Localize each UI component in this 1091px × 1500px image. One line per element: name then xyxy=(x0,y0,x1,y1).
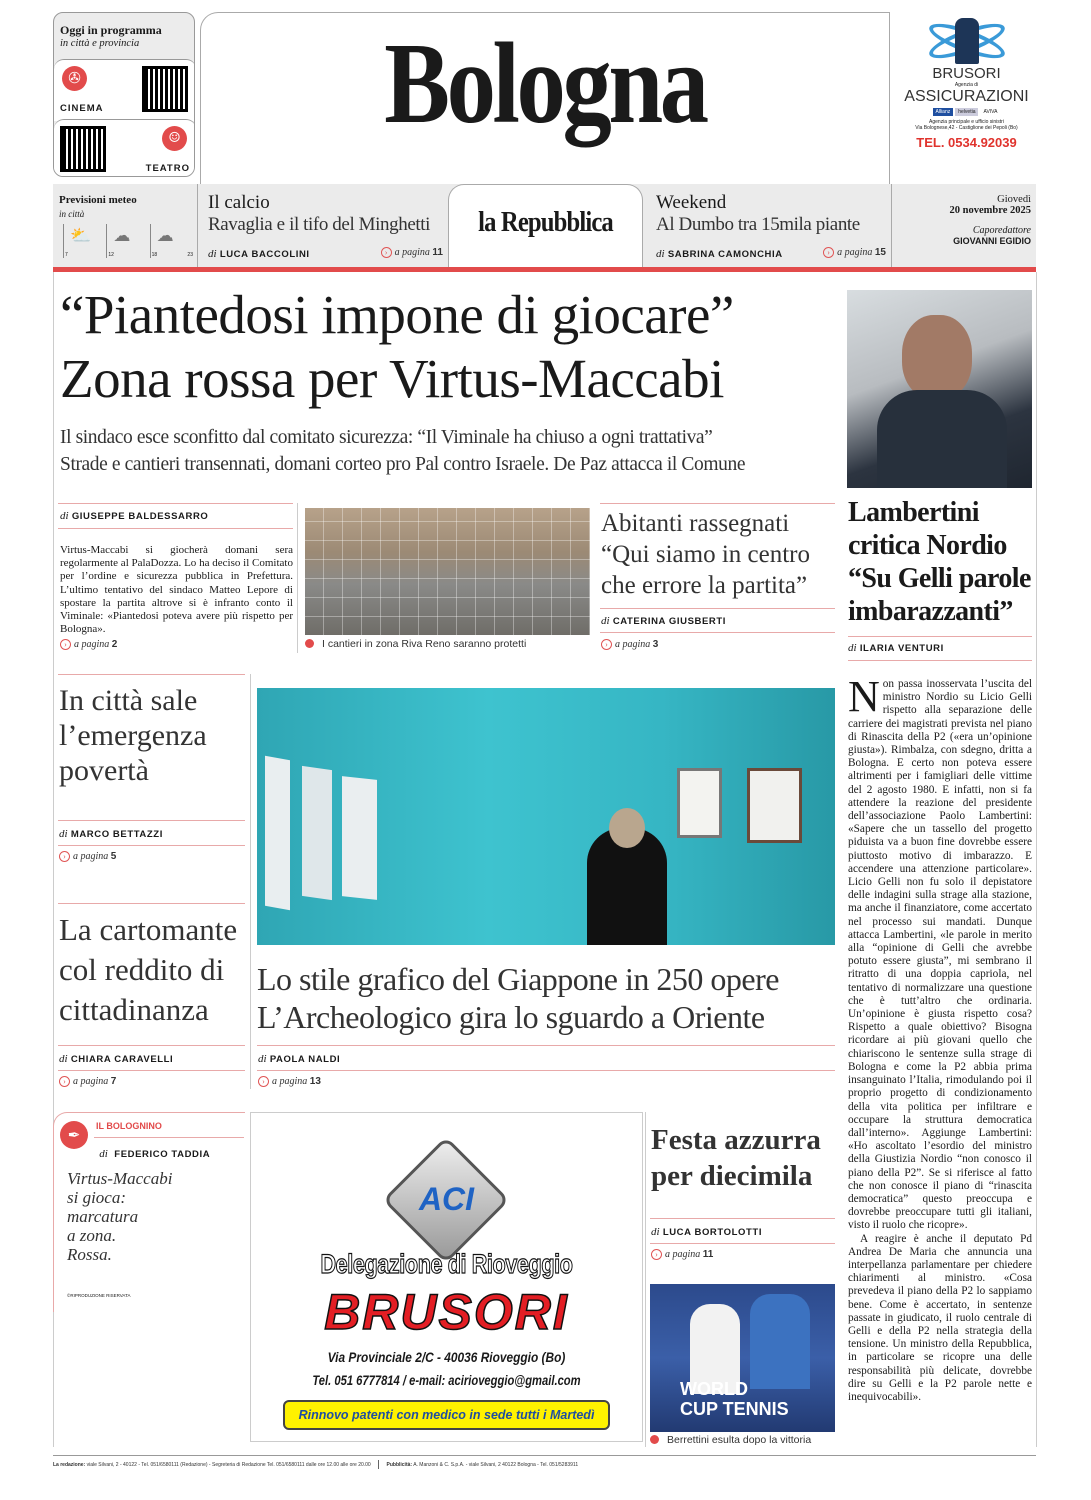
masthead-title: Bologna xyxy=(384,20,706,148)
date-day: Giovedì xyxy=(997,194,1031,205)
teaser-title: Ravaglia e il tifo del Minghetti xyxy=(208,214,431,235)
giappone-headline[interactable] xyxy=(257,960,847,1036)
abitanti-headline[interactable]: Abitanti rassegnati “Qui siamo in centro che errore la partita” xyxy=(601,510,810,599)
cantieri-caption: I cantieri in zona Riva Reno saranno protetti xyxy=(305,638,526,650)
giappone-byline: di PAOLA NALDI xyxy=(258,1053,341,1065)
lambertini-photo xyxy=(847,290,1032,488)
abitanti-byline: di CATERINA GIUSBERTI xyxy=(601,615,727,627)
poverta-headline[interactable]: In città sale l’emergenza povertà xyxy=(59,684,207,787)
partner-allianz: Allianz xyxy=(933,108,954,116)
teaser-calcio[interactable] xyxy=(208,184,443,267)
repubblica-logo: la Repubblica xyxy=(478,206,613,238)
poverta-byline: di MARCO BETTAZZI xyxy=(59,828,163,840)
teaser-kicker: Weekend xyxy=(656,192,727,213)
bolognino-box[interactable] xyxy=(53,1112,245,1312)
cartomante-page-link[interactable]: › a pagina 7 xyxy=(59,1076,116,1087)
meteo-box[interactable] xyxy=(53,184,198,267)
bolognino-label: IL BOLOGNINO xyxy=(96,1121,162,1131)
partner-helvetia: helvetia xyxy=(955,108,978,116)
headline-line1: Lo stile grafico del Giappone in 250 opere xyxy=(257,961,779,997)
cinema-icon: ✇ xyxy=(62,66,87,91)
teaser-page-link[interactable]: › a pagina 11 xyxy=(381,247,443,258)
cinema-qr-code[interactable] xyxy=(142,66,188,112)
meteo-hour: 18 xyxy=(151,252,158,258)
caption-dot-icon xyxy=(305,639,314,648)
insurance-address2: Via Bolognese,42 - Castiglione dei Pepoli (Bo) xyxy=(915,125,1018,131)
dropcap: N xyxy=(848,672,880,721)
tennis-photo xyxy=(650,1284,835,1432)
teaser-title: Al Dumbo tra 15mila piante xyxy=(656,214,860,235)
meteo-title: Previsioni meteo xyxy=(59,194,137,206)
side-paragraph: A reagire è anche il deputato Pd Andrea De Maria che annuncia una interpellanza parlamentare per chiedere chiarimenti al ministro. «Cosa prevedeva il piano della P2 lo sappiamo bene. Come è accertato, in sentenze passate in giudicato, il ruolo centrale di Gelli e della P2 nella strategia della tensione. Un ministro della Repubblica, in particolare se ricopre una delle responsabilità più delicate, dovrebbe dire su Gelli e la P2 parole nette e inequivocabili». xyxy=(848,1232,1032,1403)
arrow-icon: › xyxy=(59,1076,70,1087)
arrow-icon: › xyxy=(601,639,612,650)
arrow-icon: › xyxy=(59,851,70,862)
caption-dot-icon xyxy=(650,1435,659,1444)
copyright: ©RIPRODUZIONE RISERVATA xyxy=(67,1293,131,1298)
headline-line2: Zona rossa per Virtus-Maccabi xyxy=(60,348,724,409)
teatro-icon: ☺ xyxy=(162,126,187,151)
meteo-hour: 23 xyxy=(187,252,193,258)
meteo-forecast xyxy=(63,224,193,258)
insurance-logo-icon xyxy=(927,16,1007,66)
subhead-line2: Strade e cantieri transennati, domani corteo pro Pal contro Israele. De Paz attacca il Comune xyxy=(60,454,746,475)
arrow-icon: › xyxy=(381,247,392,258)
giappone-photo xyxy=(257,688,835,945)
partner-aviva: AVIVA xyxy=(983,109,998,115)
insurance-ad[interactable] xyxy=(893,14,1040,179)
poverta-page-link[interactable]: › a pagina 5 xyxy=(59,851,116,862)
teatro-qr-code[interactable] xyxy=(60,126,106,172)
arrow-icon: › xyxy=(60,639,71,650)
main-page-link[interactable]: › a pagina 2 xyxy=(60,639,117,650)
insurance-tel: TEL. 0534.92039 xyxy=(916,135,1017,150)
date-box xyxy=(891,184,1036,267)
tennis-caption: Berrettini esulta dopo la vittoria xyxy=(650,1434,811,1446)
aci-ad[interactable] xyxy=(250,1112,643,1442)
main-article-text: Virtus-Maccabi si giocherà domani sera regolarmente al PalaDozza. Lo ha deciso il Comitato per l’ordine e sicurezza pubblica in Prefettura. L’ultimo tentativo del sindaco Matteo Lepore di spostare la partita altrove si è infranto conto il Viminale: «Piantedosi poteva avere più rispetto per Bologna». xyxy=(60,544,293,636)
editor-role: Caporedattore xyxy=(972,225,1031,236)
arrow-icon: › xyxy=(823,247,834,258)
programma-subtitle: in città e provincia xyxy=(60,38,140,49)
repubblica-logo-box xyxy=(448,184,643,267)
teaser-kicker: Il calcio xyxy=(208,192,270,213)
insurance-brand: BRUSORI xyxy=(932,65,1001,82)
aci-brand: BRUSORI xyxy=(324,1284,569,1340)
aci-address: Via Provinciale 2/C - 40036 Rioveggio (Bo) xyxy=(327,1349,566,1365)
giappone-page-link[interactable]: › a pagina 13 xyxy=(258,1076,321,1087)
editor-name: GIOVANNI EGIDIO xyxy=(953,236,1031,246)
aci-contact: Tel. 051 6777814 / e-mail: acirioveggio@gmail.com xyxy=(312,1372,581,1388)
headline-line1: “Piantedosi impone di giocare” xyxy=(60,284,734,345)
festa-page-link[interactable]: › a pagina 11 xyxy=(651,1249,713,1260)
meteo-subtitle: in città xyxy=(59,209,85,219)
arrow-icon: › xyxy=(258,1076,269,1087)
side-headline[interactable]: Lambertini critica Nordio “Su Gelli parole imbarazzanti” xyxy=(848,497,1031,627)
meteo-hour: 7 xyxy=(65,252,68,258)
cloud-icon: ☁ xyxy=(113,226,131,246)
header-row xyxy=(53,184,1036,272)
insurance-address1: Agenzia principale e ufficio sinistri xyxy=(929,119,1004,125)
teatro-section[interactable] xyxy=(54,119,195,177)
main-headline[interactable] xyxy=(60,283,840,411)
insurance-name: ASSICURAZIONI xyxy=(904,88,1029,105)
teatro-label: TEATRO xyxy=(145,163,190,174)
partly-cloudy-icon: ⛅ xyxy=(70,226,92,246)
cloud-icon: ☁ xyxy=(156,226,174,246)
side-article-text: Non passa inosservata l’uscita del ministro Nordio su Licio Gelli rispetto alla separazione delle carriere dei magistrati prevista nel piano di Rinascita della P2 («era un’opinione giusta»). Rimbalza, con sdegno, dritta a Bologna. E certo non poteva essere altrimenti per i famigliari delle vittime del 2 agosto 1980. E infatti, non si fa attendere la reazione del presidente dell’associazione Paolo Lambertini: «Sapere che un tassello del progetto piduista va a buon fine dovrebbe essere piuttosto motivo di imbarazzo. E accendere una attenzione particolare». Licio Gelli non fu solo il depistatore delle indagini sulla strage alla stazione, ma anche il finanziatore, come accertato nel processo sui mandati. Dunque attacca Lambertini, «le parole in merito alla “opinione di Gelli che avrebbe potuto essere giusta”, mi sembrano il ritratto di una doppia capriola, nel tentativo di normalizzare una questione che è tutt’altro che ordinaria. Un’opinione è giusta rispetto cosa? Rispetto a quale obiettivo? Bisogna ricordare ai più giovani quello che chiariscono le sentenze sulla strage di Bologna e come la P2 abbia prima insanguinato l’Italia, rimodulando poi il proprio progetto di condizionamento della vita politica per infiltrare e occupare la struttura democratica dall’interno». Aggiunge Lambertini: «Ho ascoltato l’esordio del ministro della Giustizia Nordio “non conosco il piano della P2”. Se si riferisce al fatto che non conosce il piano di “rinascita democratica” questo preoccupa e dovrebbe preoccupare tutti gli italiani, visto il ruolo che ricopre». A reagire è anche il deputato Pd Andrea De Maria che annuncia una interpellanza parlamentare per chiedere chiarimenti al ministro. «Cosa prevedeva il piano della P2 lo sappiamo bene. Come è accertato, in sentenze passate in giudicato, il ruolo centrale di Gelli e della P2 nella strategia della tensione. Un ministro della Repubblica, in particolare se ricopre una delle responsabilità più delicate, dovrebbe dire su Gelli e la P2 parole nette e inequivocabili». xyxy=(848,672,1032,1403)
photo-overlay-text: WORLD CUP TENNIS xyxy=(680,1379,789,1419)
aci-logo-text: ACI xyxy=(418,1181,475,1217)
insurance-partners xyxy=(893,108,1040,116)
arrow-icon: › xyxy=(651,1249,662,1260)
teaser-weekend[interactable] xyxy=(656,184,886,267)
insurance-tag: Agenzia di xyxy=(954,82,979,88)
masthead xyxy=(200,12,890,184)
festa-byline: di LUCA BORTOLOTTI xyxy=(651,1226,763,1238)
bolognino-byline: di FEDERICO TADDIA xyxy=(99,1148,211,1160)
cantieri-photo xyxy=(305,508,590,635)
abitanti-page-link[interactable]: › a pagina 3 xyxy=(601,639,658,650)
teaser-byline: di SABRINA CAMONCHIA xyxy=(656,248,783,260)
bolognino-text: Virtus-Maccabi si gioca: marcatura a zona. Rossa. xyxy=(67,1169,173,1264)
programma-box xyxy=(53,12,195,177)
pen-nib-icon: ✒ xyxy=(60,1121,88,1149)
programma-title: Oggi in programma xyxy=(60,23,162,37)
aci-delegation: Delegazione di Rioveggio xyxy=(320,1249,573,1279)
cartomante-headline[interactable]: La cartomante col reddito di cittadinanza xyxy=(59,912,238,1027)
aci-banner: Rinnovo patenti con medico in sede tutti i Martedì xyxy=(283,1400,610,1430)
headline-line2: L’Archeologico gira lo sguardo a Oriente xyxy=(257,999,765,1035)
festa-headline[interactable]: Festa azzurra per diecimila xyxy=(651,1124,821,1192)
footer: La redazione: viale Silvani, 2 - 40122 - Tel. 051/6580111 (Redazione) - Segreteria di Redazione Tel. 051/6580111 dalle ore 12.00 alle ore 20.00 Pubblicità: A. Manzoni & C. S.p.A. - viale Silvani, 2 40122 Bologna - Tel. 051/5283911 xyxy=(53,1461,579,1468)
cinema-label: CINEMA xyxy=(60,103,104,114)
main-subhead xyxy=(60,424,850,478)
meteo-hour: 12 xyxy=(108,252,114,258)
main-byline: di GIUSEPPE BALDESSARRO xyxy=(60,510,209,522)
side-byline: di ILARIA VENTURI xyxy=(848,642,944,654)
cinema-section[interactable] xyxy=(54,59,195,121)
cartomante-byline: di CHIARA CARAVELLI xyxy=(59,1053,174,1065)
date-full: 20 novembre 2025 xyxy=(949,205,1031,216)
teaser-page-link[interactable]: › a pagina 15 xyxy=(823,247,886,258)
teaser-byline: di LUCA BACCOLINI xyxy=(208,248,310,260)
subhead-line1: Il sindaco esce sconfitto dal comitato sicurezza: “Il Viminale ha chiuso a ogni trattativa” xyxy=(60,427,713,448)
